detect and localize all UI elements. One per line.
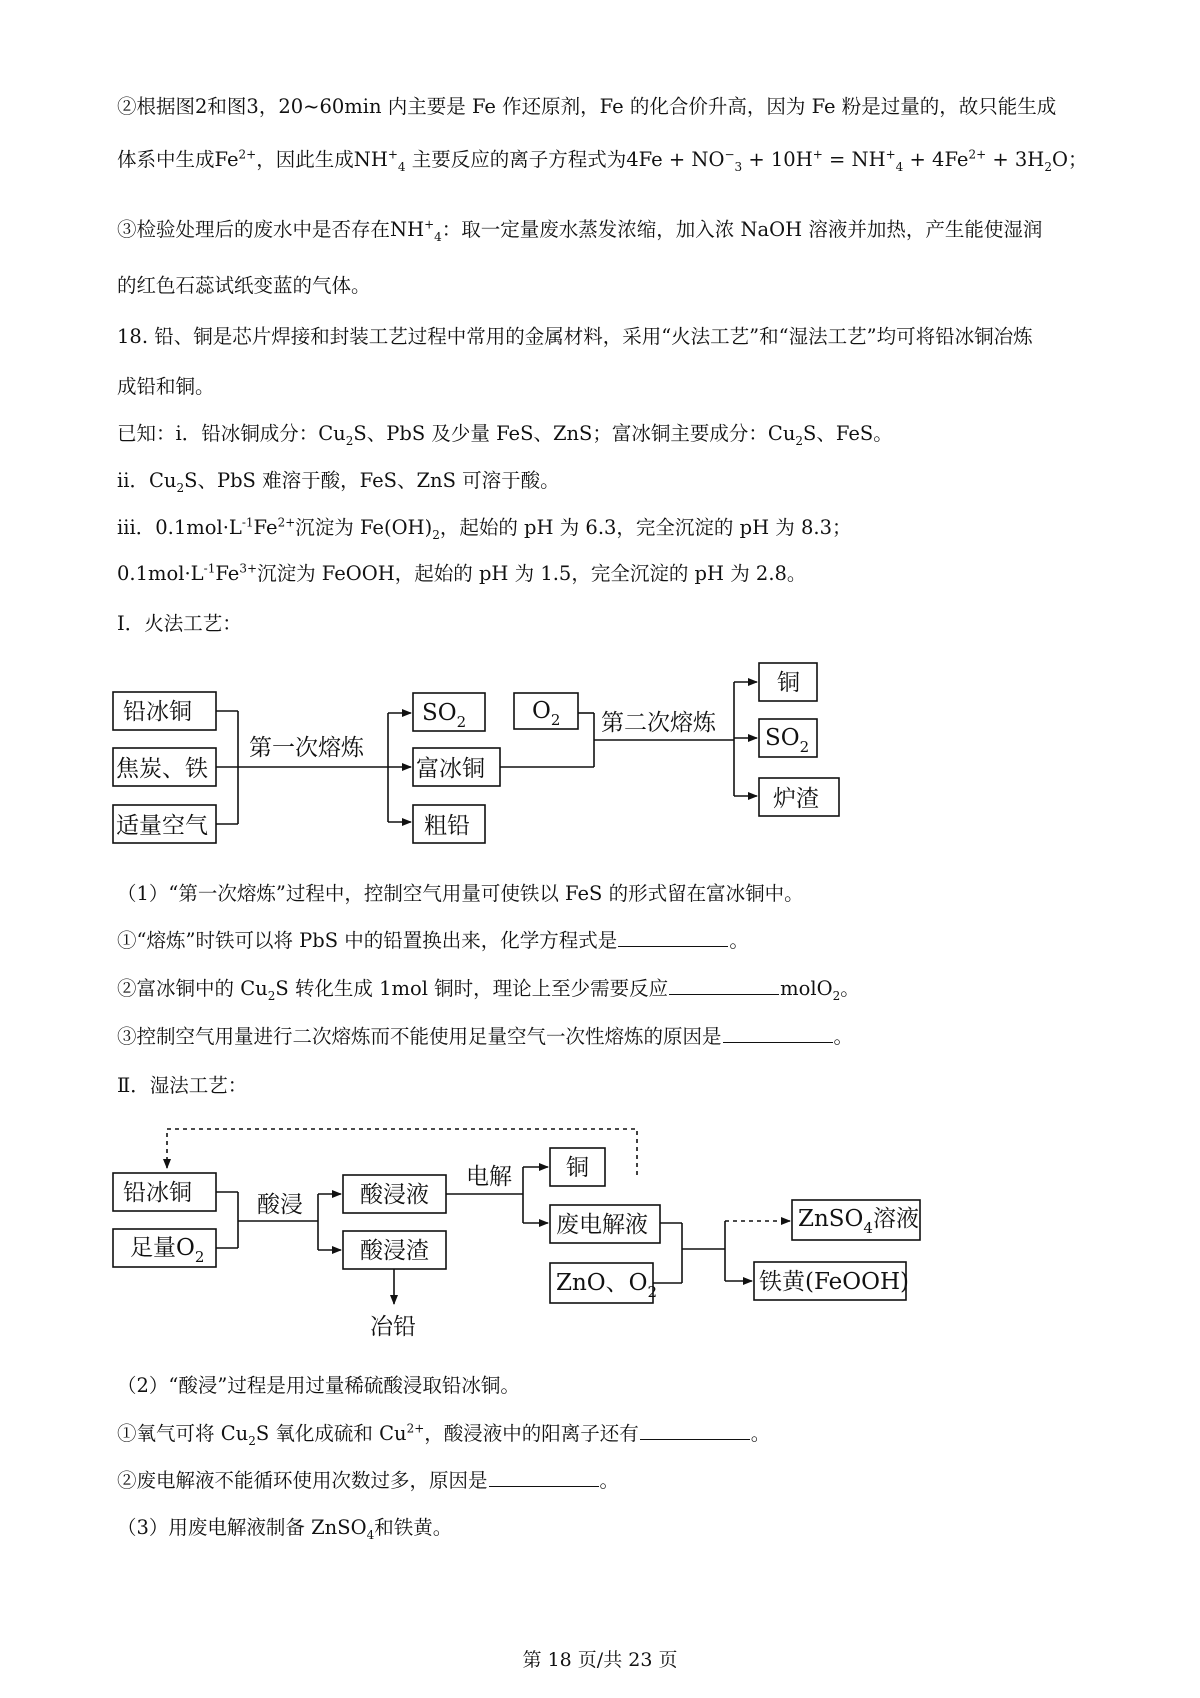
text-span: ③控制空气用量进行二次熔炼而不能使用足量空气一次性熔炼的原因是 <box>117 1025 722 1048</box>
text-span: O <box>532 698 551 724</box>
subscript: 2 <box>832 988 841 1003</box>
superscript: 2+ <box>406 1421 425 1436</box>
text-span: + 10H <box>742 148 813 171</box>
label-rich-matte: 富冰铜 <box>416 756 485 782</box>
label-spent-electrolyte: 废电解液 <box>556 1212 648 1238</box>
page-footer: 第 18 页/共 23 页 <box>522 1649 678 1671</box>
text-span: ②富冰铜中的 Cu <box>117 977 268 1000</box>
text-span: ii．Cu <box>117 469 177 492</box>
text-span: 。 <box>599 1469 620 1492</box>
text-span: Fe <box>215 562 240 585</box>
text-span: Fe <box>214 148 239 171</box>
subscript: 2 <box>176 480 185 495</box>
subscript: 2 <box>799 738 810 756</box>
label-leach-residue: 酸浸渣 <box>360 1238 429 1264</box>
superscript: + <box>387 147 398 162</box>
superscript: 2+ <box>277 515 296 530</box>
text-span: ，酸浸液中的阳离子还有 <box>424 1422 639 1445</box>
text-span: S 氧化成硫和 Cu <box>255 1422 407 1445</box>
sub-question-2a <box>117 1420 1120 1448</box>
text-span: 。 <box>750 1422 771 1445</box>
text-span: 成铅和铜。 <box>117 375 215 398</box>
label-electrolysis: 电解 <box>466 1164 512 1190</box>
text-span: ②废电解液不能循环使用次数过多，原因是 <box>117 1469 488 1492</box>
text-span: 主要反应的离子方程式为 <box>411 148 627 171</box>
text-span: 足量O <box>130 1235 195 1261</box>
text-span: ③检验处理后的废水中是否存在 <box>117 218 391 241</box>
superscript: 2+ <box>968 147 987 162</box>
label-crude-lead: 粗铅 <box>424 813 470 839</box>
label-acid-leach: 酸浸 <box>257 1192 303 1218</box>
text-span: ，起始的 pH 为 6.3，完全沉淀的 pH 为 8.3； <box>439 516 852 539</box>
text-span: 。 <box>729 929 749 952</box>
text-span: （3）用废电解液制备 ZnSO <box>117 1516 367 1539</box>
text-span: （2）“酸浸”过程是用过量稀硫酸浸取铅冰铜。 <box>117 1374 520 1397</box>
text-span: NH <box>390 218 425 241</box>
subscript: 4 <box>397 159 406 174</box>
superscript: + <box>812 147 823 162</box>
label-goethite: 铁黄(FeOOH) <box>759 1269 910 1295</box>
label-coke-iron: 焦炭、铁 <box>116 756 208 782</box>
superscript: -1 <box>203 561 216 576</box>
text-span: S、PbS 难溶于酸，FeS、ZnS 可溶于酸。 <box>184 469 560 492</box>
sub-question-2b <box>117 1467 1120 1495</box>
subscript: 2 <box>1044 159 1052 174</box>
subscript: 2 <box>456 713 467 731</box>
sub-question-2 <box>117 1372 1120 1400</box>
text-span: Fe <box>253 516 278 539</box>
text-span: O； <box>1051 148 1088 171</box>
subscript: 3 <box>734 159 743 174</box>
label-air: 适量空气 <box>116 813 208 839</box>
superscript: 2+ <box>238 147 257 162</box>
label-first-smelt: 第一次熔炼 <box>249 735 364 761</box>
text-span: ：取一定量废水蒸发浓缩，加入浓 NaOH 溶液并加热，产生能使湿润 <box>441 218 1043 241</box>
text-span: ZnSO <box>798 1206 864 1232</box>
subscript: 2 <box>248 1433 256 1448</box>
text-span: （1）“第一次熔炼”过程中，控制空气用量可使铁以 FeS 的形式留在富冰铜中。 <box>117 882 804 905</box>
label-second-smelt: 第二次熔炼 <box>601 710 716 736</box>
text-span: + 3H <box>986 148 1045 171</box>
text-span: = NH <box>822 148 886 171</box>
text-span: + 4Fe <box>903 148 969 171</box>
text-span: 溶液 <box>872 1206 919 1232</box>
text-span: Ⅱ．湿法工艺： <box>117 1074 248 1097</box>
text-span: S、FeS。 <box>803 422 893 445</box>
label-copper: 铜 <box>777 670 800 696</box>
answer-blank[interactable] <box>489 1468 599 1487</box>
label-excess-o2 <box>130 1235 204 1266</box>
text-span: Ⅰ．火法工艺： <box>117 612 242 635</box>
text-span: ①氧气可将 Cu <box>117 1422 249 1445</box>
superscript: + <box>885 147 896 162</box>
text-span: ②根据图2和图3，20~60min 内主要是 Fe 作还原剂，Fe 的化合价升高，因为 Fe 粉是过量的，故只能生成 <box>117 95 1057 118</box>
answer-blank[interactable] <box>640 1421 750 1440</box>
subscript: 4 <box>863 1219 873 1237</box>
subscript: 2 <box>647 1283 658 1301</box>
subscript: 2 <box>432 527 440 542</box>
text-span: NH <box>353 148 388 171</box>
text-span: 沉淀为 FeOOH，起始的 pH 为 1.5，完全沉淀的 pH 为 2.8。 <box>257 562 807 585</box>
subscript: 2 <box>795 433 804 448</box>
text-span: 0.1mol·L <box>117 562 204 585</box>
subscript: 4 <box>434 229 442 244</box>
subscript: 2 <box>194 1248 205 1266</box>
text-span: S 转化生成 1mol 铜时，理论上至少需要反应 <box>275 977 669 1000</box>
superscript: − <box>724 147 735 162</box>
text-span: 4Fe + NO <box>626 148 725 171</box>
text-span: molO <box>780 977 833 1000</box>
text-span: ，因此生成 <box>256 148 354 171</box>
text-span: iii．0.1mol·L <box>117 516 242 539</box>
label-lead-matte: 铅冰铜 <box>123 699 192 725</box>
label-leach-liquor: 酸浸液 <box>360 1182 429 1208</box>
subscript: 2 <box>345 433 354 448</box>
text-span: ZnO、O <box>556 1270 648 1296</box>
text-span: 沉淀为 Fe(OH) <box>295 516 433 539</box>
superscript: -1 <box>241 515 254 530</box>
text-span: 的红色石蕊试纸变蓝的气体。 <box>117 274 371 297</box>
label-zno-o2 <box>556 1270 657 1301</box>
label-lead-matte: 铅冰铜 <box>123 1180 192 1206</box>
text-span: 已知：i．铅冰铜成分：Cu <box>117 422 346 445</box>
text-span: 。 <box>840 977 860 1000</box>
text-span: 和铁黄。 <box>374 1516 453 1539</box>
subscript: 2 <box>267 988 276 1003</box>
text-span: ①“熔炼”时铁可以将 PbS 中的铅置换出来，化学方程式是 <box>117 929 618 952</box>
label-slag: 炉渣 <box>773 786 819 812</box>
subscript: 2 <box>550 711 561 729</box>
label-copper: 铜 <box>566 1155 589 1181</box>
text-span: S、PbS 及少量 FeS、ZnS；富冰铜主要成分：Cu <box>353 422 796 445</box>
text-span: SO <box>422 700 457 726</box>
text-span: 。 <box>833 1025 854 1048</box>
label-lead-smelting: 冶铅 <box>370 1314 416 1340</box>
sub-question-3 <box>117 1514 1120 1542</box>
superscript: + <box>424 217 435 232</box>
label-znso4 <box>798 1206 919 1237</box>
superscript: 3+ <box>239 561 258 576</box>
text-span: 18. 铅、铜是芯片焊接和封装工艺过程中常用的金属材料，采用“火法工艺”和“湿法工艺”均可将铅冰铜冶炼 <box>117 325 1033 348</box>
text-span: 体系中生成 <box>117 148 215 171</box>
text-span: SO <box>765 725 800 751</box>
subscript: 4 <box>895 159 904 174</box>
subscript: 4 <box>366 1527 375 1542</box>
